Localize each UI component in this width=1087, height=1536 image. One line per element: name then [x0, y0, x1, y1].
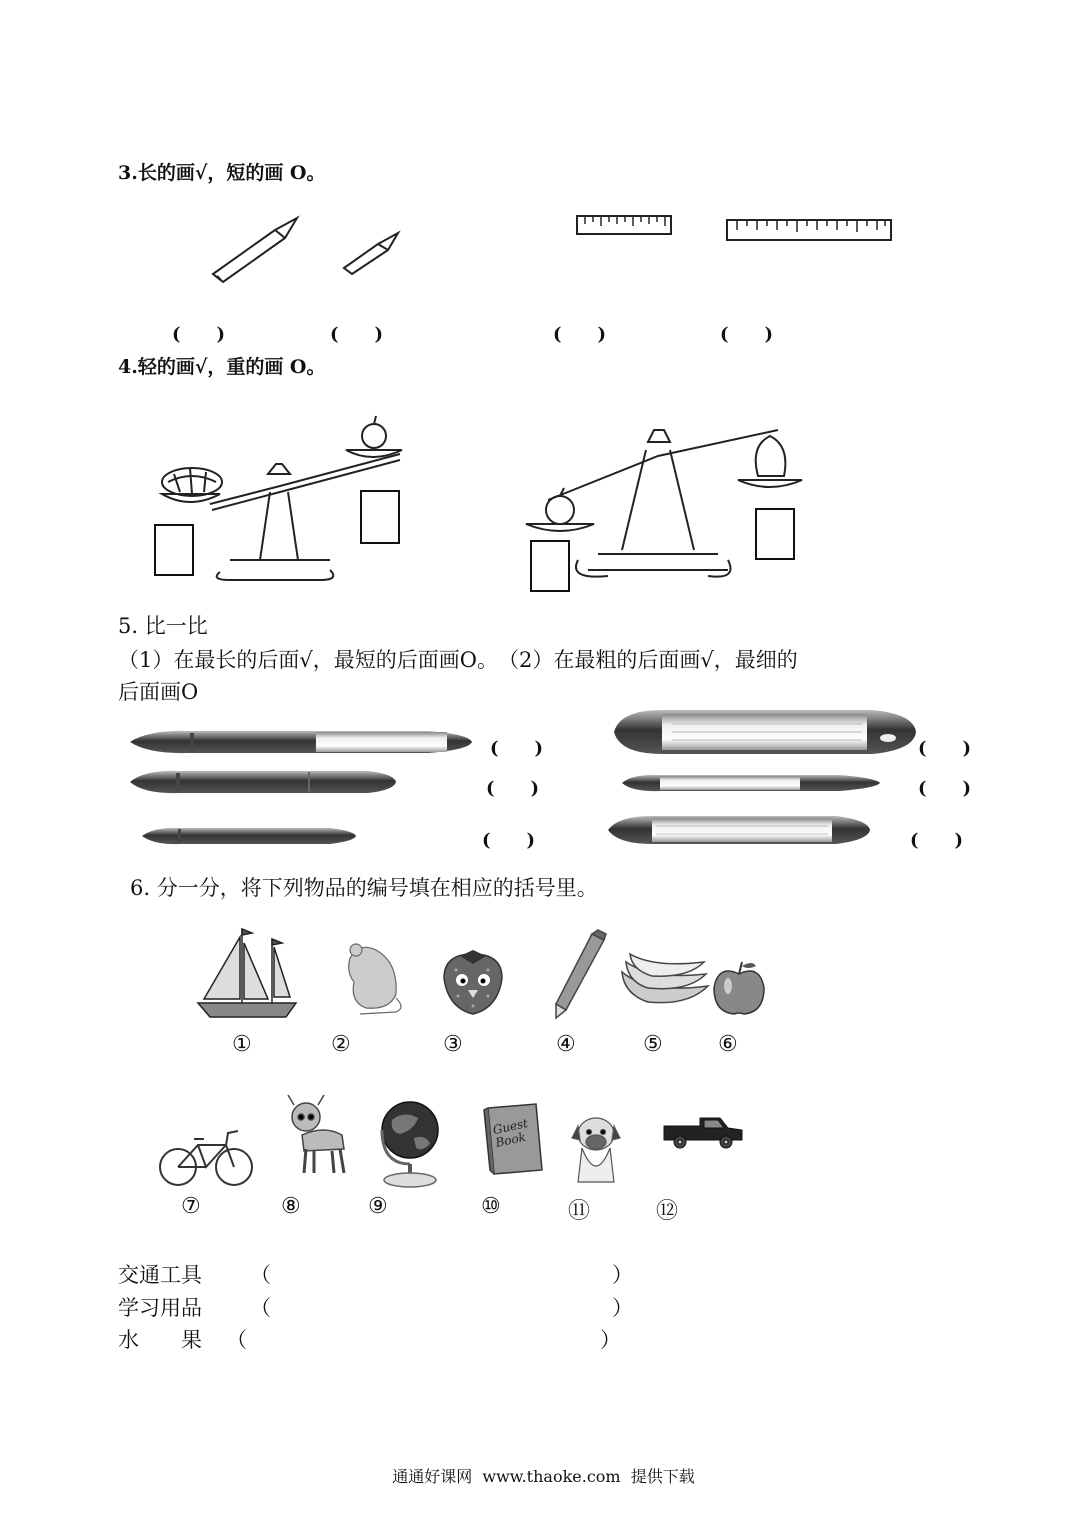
q5-instruction-line2: 后面画O — [118, 680, 199, 704]
q3-answer-2[interactable]: ( ) — [330, 324, 384, 345]
apple-icon — [710, 958, 768, 1018]
pen-thin-icon — [620, 772, 882, 794]
item-number-6: ⑥ — [718, 1032, 738, 1057]
sailboat-icon — [192, 925, 302, 1020]
q4-answer-box-strawberry[interactable] — [755, 508, 795, 560]
item-number-4: ④ — [556, 1032, 576, 1057]
category-close-transport: ） — [612, 1263, 633, 1287]
item-number-3: ③ — [443, 1032, 463, 1057]
item-number-12: ⑫ — [656, 1199, 679, 1224]
q4-answer-box-watermelon[interactable] — [154, 524, 194, 576]
item-number-10: ⑩ — [481, 1194, 501, 1219]
category-answer-fruit[interactable] — [248, 1325, 600, 1351]
q3-answer-3[interactable]: ( ) — [553, 324, 607, 345]
item-number-8: ⑧ — [281, 1194, 301, 1219]
book-cover-text: Guest Book — [491, 1116, 530, 1150]
item-number-9: ⑨ — [368, 1194, 388, 1219]
q5-answer-3[interactable]: ( ) — [482, 830, 536, 851]
q5-instruction-line1: （1）在最长的后面√，最短的后面画O。 （2）在最粗的后面画√，最细的 — [118, 648, 798, 672]
globe-icon — [374, 1098, 446, 1190]
q4-answer-box-apple-2[interactable] — [530, 540, 570, 592]
page-footer: 通通好课网 www.thaoke.com 提供下载 — [392, 1467, 695, 1486]
item-number-11: ⑪ — [568, 1199, 591, 1224]
short-ruler-icon — [575, 212, 675, 240]
q3-title: 3.长的画√，短的画 O。 — [118, 162, 326, 184]
deer-icon — [284, 1095, 352, 1175]
pen-medium-thick-icon — [606, 814, 871, 846]
book-icon — [480, 1102, 546, 1176]
category-answer-transport[interactable] — [272, 1260, 612, 1286]
category-answer-school-supplies[interactable] — [272, 1293, 612, 1319]
long-ruler-icon — [725, 216, 895, 246]
category-close-fruit: ） — [600, 1328, 621, 1352]
category-close-school-supplies: ） — [612, 1296, 633, 1320]
pen-long-icon — [128, 728, 473, 756]
q5-answer-6[interactable]: ( ) — [910, 830, 964, 851]
pen-short-icon — [140, 825, 360, 847]
mouse-icon — [340, 938, 412, 1018]
pen-medium-icon — [128, 768, 398, 796]
category-open-fruit: （ — [226, 1328, 247, 1352]
q5-title: 5. 比一比 — [118, 614, 208, 638]
category-label-fruit: 水 果 — [118, 1328, 202, 1352]
q6-title: 6. 分一分，将下列物品的编号填在相应的括号里。 — [130, 876, 598, 900]
category-open-school-supplies: （ — [250, 1296, 271, 1320]
item-number-5: ⑤ — [643, 1032, 663, 1057]
pen-thick-icon — [612, 708, 917, 756]
category-label-transport: 交通工具 — [118, 1263, 202, 1287]
q5-answer-1[interactable]: ( ) — [490, 738, 544, 759]
bicycle-icon — [156, 1125, 256, 1189]
pencil-icon — [550, 930, 610, 1020]
truck-icon — [660, 1112, 746, 1150]
strawberry-icon — [438, 950, 508, 1016]
dog-icon — [568, 1112, 624, 1188]
item-number-1: ① — [232, 1032, 252, 1057]
q4-answer-box-apple[interactable] — [360, 490, 400, 544]
short-pencil-icon — [338, 228, 408, 278]
q3-answer-1[interactable]: ( ) — [172, 324, 226, 345]
category-open-transport: （ — [250, 1263, 271, 1287]
q5-answer-5[interactable]: ( ) — [918, 778, 972, 799]
q4-title: 4.轻的画√，重的画 O。 — [118, 356, 326, 378]
item-number-2: ② — [331, 1032, 351, 1057]
item-number-7: ⑦ — [181, 1194, 201, 1219]
long-pencil-icon — [205, 212, 305, 282]
q5-answer-4[interactable]: ( ) — [918, 738, 972, 759]
category-label-school-supplies: 学习用品 — [118, 1296, 202, 1320]
q3-answer-4[interactable]: ( ) — [720, 324, 774, 345]
q5-answer-2[interactable]: ( ) — [486, 778, 540, 799]
banana-icon — [618, 950, 713, 1008]
